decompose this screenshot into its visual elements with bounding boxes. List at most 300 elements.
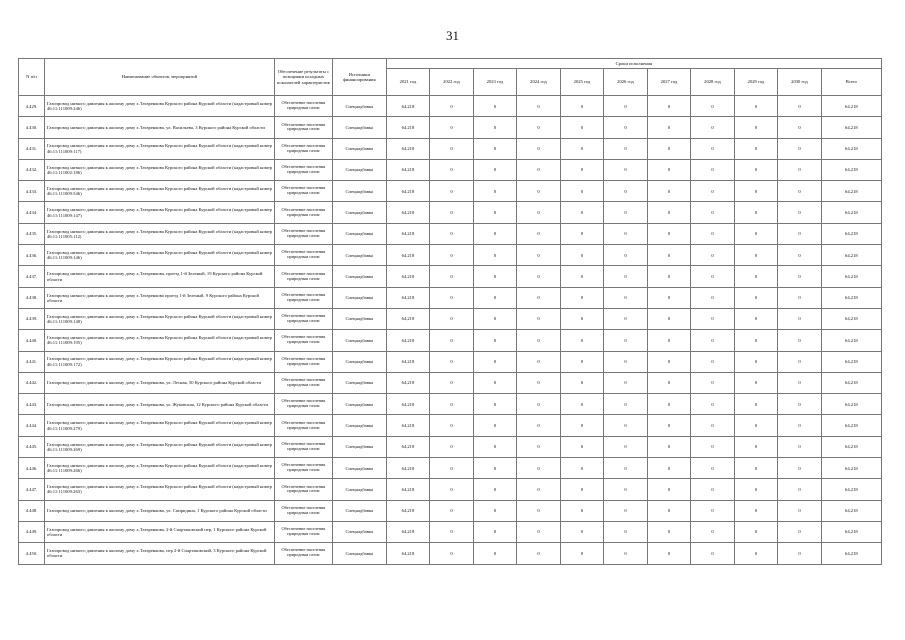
header-year: 2030 год: [778, 69, 822, 96]
row-year-value: 0: [647, 394, 691, 415]
row-total: 64,218: [821, 330, 881, 351]
row-year-value: 0: [647, 266, 691, 287]
header-source: Источники финансирования: [332, 59, 386, 96]
row-year-value: 0: [560, 330, 604, 351]
row-year-value: 0: [778, 287, 822, 308]
row-name: Газопровод низкого давления к жилому дому х.Татаренкова, ул. Жуковская, 12 Курского района Курской области: [44, 394, 274, 415]
row-name: Газопровод низкого давления к жилому дому х.Татаренкова Курского района Курской области (кадастровый номер 46:11:111009:266): [44, 458, 274, 479]
row-year-value: 0: [430, 96, 474, 117]
row-year-value: 0: [647, 330, 691, 351]
row-name: Газопровод низкого давления к жилому дому х.Татаренкова Курского района Курской области (кадастровый номер 46:11:111009:195): [44, 330, 274, 351]
table-row: [19, 436, 882, 457]
row-year-value: 0: [647, 308, 691, 329]
table-row: [19, 543, 882, 564]
row-year-value: 0: [734, 138, 778, 159]
row-year-value: 0: [473, 372, 517, 393]
table-row: [19, 521, 882, 542]
row-year-value: 0: [517, 351, 561, 372]
header-year: 2029 год: [734, 69, 778, 96]
row-year-value: 0: [647, 415, 691, 436]
row-year-value: 0: [778, 266, 822, 287]
row-year-value: 0: [778, 479, 822, 500]
row-year-value: 0: [691, 287, 735, 308]
row-year-value: 0: [604, 308, 648, 329]
row-year-value: 0: [560, 351, 604, 372]
row-year-value: 64,218: [386, 543, 430, 564]
row-year-value: 0: [430, 287, 474, 308]
row-year-value: 0: [517, 330, 561, 351]
row-number: 4.448.: [19, 500, 45, 521]
row-source: Спецнадбавка: [332, 287, 386, 308]
row-year-value: 0: [517, 159, 561, 180]
row-name: Газопровод низкого давления к жилому дому х.Татаренкова, 2-й Спартаковский пер, 1 Курского района Курской области: [44, 521, 274, 542]
row-year-value: 0: [734, 500, 778, 521]
row-year-value: 0: [691, 394, 735, 415]
row-source: Спецнадбавка: [332, 500, 386, 521]
row-year-value: 0: [430, 458, 474, 479]
row-year-value: 0: [560, 436, 604, 457]
row-number: 4.434.: [19, 202, 45, 223]
row-year-value: 0: [560, 308, 604, 329]
row-source: Спецнадбавка: [332, 96, 386, 117]
row-year-value: 0: [734, 351, 778, 372]
row-year-value: 0: [778, 223, 822, 244]
row-source: Спецнадбавка: [332, 543, 386, 564]
row-year-value: 0: [691, 415, 735, 436]
row-purpose: Обеспечение населения природным газом: [274, 543, 332, 564]
header-number: N п/п: [19, 59, 45, 96]
row-year-value: 0: [691, 500, 735, 521]
row-purpose: Обеспечение населения природным газом: [274, 330, 332, 351]
table-row: [19, 415, 882, 436]
row-year-value: 0: [560, 458, 604, 479]
row-year-value: 0: [517, 117, 561, 138]
row-year-value: 0: [734, 308, 778, 329]
row-year-value: 0: [691, 351, 735, 372]
row-year-value: 0: [517, 245, 561, 266]
row-year-value: 0: [430, 308, 474, 329]
row-year-value: 0: [734, 372, 778, 393]
row-year-value: 0: [560, 415, 604, 436]
row-year-value: 0: [473, 245, 517, 266]
page-number: 31: [446, 28, 459, 43]
row-year-value: 0: [604, 202, 648, 223]
row-source: Спецнадбавка: [332, 202, 386, 223]
row-year-value: 0: [517, 500, 561, 521]
row-year-value: 0: [778, 372, 822, 393]
row-purpose: Обеспечение населения природным газом: [274, 287, 332, 308]
row-year-value: 64,218: [386, 394, 430, 415]
row-name: Газопровод низкого давления к жилому дому х.Татаренкова, ул. Спиридина, 1 Курского района Курской области: [44, 500, 274, 521]
row-year-value: 64,218: [386, 117, 430, 138]
table-row: [19, 96, 882, 117]
row-year-value: 0: [691, 458, 735, 479]
row-source: Спецнадбавка: [332, 436, 386, 457]
row-year-value: 0: [734, 266, 778, 287]
row-year-value: 0: [517, 521, 561, 542]
table-row: [19, 287, 882, 308]
row-total: 64,218: [821, 202, 881, 223]
row-purpose: Обеспечение населения природным газом: [274, 500, 332, 521]
row-year-value: 0: [647, 96, 691, 117]
row-year-value: 0: [473, 415, 517, 436]
row-name: Газопровод низкого давления к жилому дому х.Татаренкова Курского района Курской области (кадастровый номер 46:11:111009:146): [44, 245, 274, 266]
row-year-value: 0: [517, 543, 561, 564]
row-total: 64,218: [821, 458, 881, 479]
row-number: 4.449.: [19, 521, 45, 542]
row-year-value: 0: [734, 117, 778, 138]
row-year-value: 64,218: [386, 266, 430, 287]
row-source: Спецнадбавка: [332, 266, 386, 287]
table-row: [19, 500, 882, 521]
row-year-value: 0: [560, 245, 604, 266]
row-year-value: 0: [604, 543, 648, 564]
row-year-value: 0: [647, 159, 691, 180]
row-year-value: 0: [778, 138, 822, 159]
table-row: [19, 159, 882, 180]
row-year-value: 0: [430, 202, 474, 223]
row-year-value: 0: [604, 479, 648, 500]
row-year-value: 0: [560, 287, 604, 308]
row-name: Газопровод низкого давления к жилому дому х.Татаренкова Курского района Курской области (кадастровый номер 46:11:111009:279): [44, 415, 274, 436]
row-total: 64,218: [821, 223, 881, 244]
row-year-value: 0: [647, 521, 691, 542]
row-total: 64,218: [821, 521, 881, 542]
row-year-value: 0: [734, 159, 778, 180]
row-year-value: 0: [473, 202, 517, 223]
table-row: [19, 308, 882, 329]
row-year-value: 0: [473, 543, 517, 564]
row-year-value: 0: [560, 117, 604, 138]
row-year-value: 0: [430, 521, 474, 542]
row-year-value: 0: [430, 223, 474, 244]
table-row: [19, 223, 882, 244]
table-row: [19, 266, 882, 287]
row-purpose: Обеспечение населения природным газом: [274, 415, 332, 436]
row-year-value: 0: [473, 436, 517, 457]
row-year-value: 64,218: [386, 458, 430, 479]
row-number: 4.444.: [19, 415, 45, 436]
row-year-value: 0: [560, 138, 604, 159]
row-total: 64,218: [821, 351, 881, 372]
row-year-value: 0: [778, 330, 822, 351]
row-year-value: 0: [430, 543, 474, 564]
row-year-value: 64,218: [386, 521, 430, 542]
row-source: Спецнадбавка: [332, 330, 386, 351]
row-year-value: 0: [691, 181, 735, 202]
row-year-value: 0: [560, 202, 604, 223]
row-year-value: 0: [778, 351, 822, 372]
row-year-value: 64,218: [386, 181, 430, 202]
row-total: 64,218: [821, 372, 881, 393]
row-year-value: 0: [604, 287, 648, 308]
row-source: Спецнадбавка: [332, 308, 386, 329]
row-year-value: 0: [734, 543, 778, 564]
row-year-value: 64,218: [386, 372, 430, 393]
row-purpose: Обеспечение населения природным газом: [274, 181, 332, 202]
header-year: 2021 год: [386, 69, 430, 96]
row-year-value: 64,218: [386, 287, 430, 308]
row-year-value: 0: [473, 458, 517, 479]
header-name: Наименование объектов, мероприятий: [44, 59, 274, 96]
row-number: 4.435.: [19, 223, 45, 244]
row-year-value: 0: [778, 458, 822, 479]
row-year-value: 0: [734, 458, 778, 479]
row-year-value: 0: [604, 415, 648, 436]
row-year-value: 0: [647, 372, 691, 393]
row-name: Газопровод низкого давления к жилому дому х.Татаренкова, проезд 1-й Зеленый, 19 Курского района Курской области: [44, 266, 274, 287]
row-source: Спецнадбавка: [332, 245, 386, 266]
row-year-value: 0: [473, 138, 517, 159]
row-purpose: Обеспечение населения природным газом: [274, 202, 332, 223]
table-row: [19, 181, 882, 202]
row-purpose: Обеспечение населения природным газом: [274, 372, 332, 393]
header-year: 2023 год: [473, 69, 517, 96]
row-name: Газопровод низкого давления к жилому дому х.Татаренкова, ул. Васильева, 3 Курского района Курской области: [44, 117, 274, 138]
row-year-value: 64,218: [386, 96, 430, 117]
row-year-value: 0: [517, 372, 561, 393]
row-year-value: 0: [473, 351, 517, 372]
row-name: Газопровод низкого давления к жилому дому х.Татаренкова Курского района Курской области (кадастровый номер 46:11:111009:269): [44, 436, 274, 457]
table-row: [19, 372, 882, 393]
row-number: 4.445.: [19, 436, 45, 457]
row-number: 4.433.: [19, 181, 45, 202]
row-number: 4.441.: [19, 351, 45, 372]
row-year-value: 0: [691, 96, 735, 117]
row-source: Спецнадбавка: [332, 372, 386, 393]
row-year-value: 0: [517, 96, 561, 117]
row-total: 64,218: [821, 394, 881, 415]
row-year-value: 0: [778, 543, 822, 564]
row-year-value: 0: [604, 96, 648, 117]
row-year-value: 0: [691, 436, 735, 457]
row-year-value: 0: [778, 415, 822, 436]
row-year-value: 0: [691, 138, 735, 159]
row-year-value: 0: [517, 308, 561, 329]
row-year-value: 0: [691, 117, 735, 138]
row-year-value: 0: [560, 223, 604, 244]
row-name: Газопровод низкого давления к жилому дому х.Татаренкова, ул. Лесная, 50 Курского района Курской области: [44, 372, 274, 393]
row-year-value: 0: [647, 181, 691, 202]
row-purpose: Обеспечение населения природным газом: [274, 458, 332, 479]
row-number: 4.442.: [19, 372, 45, 393]
header-year: 2025 год: [560, 69, 604, 96]
row-year-value: 0: [430, 159, 474, 180]
row-year-value: 0: [647, 500, 691, 521]
row-year-value: 64,218: [386, 159, 430, 180]
row-year-value: 0: [604, 330, 648, 351]
table-row: [19, 138, 882, 159]
table-row: [19, 330, 882, 351]
row-year-value: 0: [734, 394, 778, 415]
header-period-group: Сроки исполнения: [386, 59, 881, 69]
row-total: 64,218: [821, 245, 881, 266]
row-year-value: 0: [734, 202, 778, 223]
row-number: 4.430.: [19, 117, 45, 138]
row-year-value: 0: [734, 479, 778, 500]
row-total: 64,218: [821, 415, 881, 436]
row-year-value: 0: [647, 436, 691, 457]
row-total: 64,218: [821, 159, 881, 180]
row-year-value: 0: [517, 287, 561, 308]
row-year-value: 0: [517, 458, 561, 479]
table-row: [19, 394, 882, 415]
row-year-value: 0: [560, 521, 604, 542]
row-year-value: 0: [691, 245, 735, 266]
row-total: 64,218: [821, 138, 881, 159]
row-year-value: 0: [560, 543, 604, 564]
row-year-value: 0: [560, 266, 604, 287]
row-year-value: 0: [647, 479, 691, 500]
row-year-value: 0: [473, 521, 517, 542]
row-year-value: 0: [691, 330, 735, 351]
row-source: Спецнадбавка: [332, 479, 386, 500]
row-year-value: 0: [430, 117, 474, 138]
row-purpose: Обеспечение населения природным газом: [274, 436, 332, 457]
row-total: 64,218: [821, 287, 881, 308]
row-year-value: 0: [604, 245, 648, 266]
header-total: Всего: [821, 69, 881, 96]
row-year-value: 0: [430, 351, 474, 372]
program-table: [18, 58, 882, 565]
row-year-value: 0: [647, 543, 691, 564]
header-year: 2026 год: [604, 69, 648, 96]
row-year-value: 0: [430, 394, 474, 415]
row-year-value: 0: [473, 394, 517, 415]
row-purpose: Обеспечение населения природным газом: [274, 351, 332, 372]
row-year-value: 0: [647, 245, 691, 266]
table-row: [19, 202, 882, 223]
row-number: 4.432.: [19, 159, 45, 180]
row-number: 4.440.: [19, 330, 45, 351]
row-year-value: 0: [778, 394, 822, 415]
row-year-value: 0: [604, 181, 648, 202]
row-year-value: 0: [691, 223, 735, 244]
row-year-value: 0: [734, 330, 778, 351]
row-year-value: 0: [604, 436, 648, 457]
row-year-value: 0: [430, 330, 474, 351]
row-year-value: 0: [517, 479, 561, 500]
row-year-value: 0: [604, 159, 648, 180]
row-year-value: 64,218: [386, 138, 430, 159]
row-year-value: 0: [604, 117, 648, 138]
row-year-value: 0: [560, 394, 604, 415]
row-year-value: 0: [517, 138, 561, 159]
row-year-value: 0: [734, 287, 778, 308]
row-purpose: Обеспечение населения природным газом: [274, 308, 332, 329]
row-year-value: 0: [647, 117, 691, 138]
row-source: Спецнадбавка: [332, 181, 386, 202]
row-year-value: 0: [560, 181, 604, 202]
row-year-value: 0: [647, 351, 691, 372]
row-year-value: 0: [734, 521, 778, 542]
row-year-value: 64,218: [386, 479, 430, 500]
row-name: Газопровод низкого давления к жилому дому х.Татаренкова Курского района Курской области (кадастровый номер 46:11:111009:546): [44, 181, 274, 202]
row-purpose: Обеспечение населения природным газом: [274, 96, 332, 117]
row-year-value: 0: [778, 245, 822, 266]
row-year-value: 0: [473, 308, 517, 329]
row-year-value: 0: [517, 181, 561, 202]
row-name: Газопровод низкого давления к жилому дому х.Татаренкова Курского района Курской области (кадастровый номер 46:11:111009:263): [44, 479, 274, 500]
row-purpose: Обеспечение населения природным газом: [274, 521, 332, 542]
row-year-value: 64,218: [386, 330, 430, 351]
table-header: [19, 59, 882, 96]
row-year-value: 0: [691, 202, 735, 223]
row-number: 4.429.: [19, 96, 45, 117]
row-source: Спецнадбавка: [332, 159, 386, 180]
row-total: 64,218: [821, 181, 881, 202]
row-number: 4.443.: [19, 394, 45, 415]
row-year-value: 0: [473, 159, 517, 180]
row-year-value: 64,218: [386, 351, 430, 372]
row-year-value: 0: [691, 308, 735, 329]
row-year-value: 64,218: [386, 500, 430, 521]
table-row: [19, 351, 882, 372]
row-year-value: 0: [604, 394, 648, 415]
row-year-value: 0: [604, 500, 648, 521]
row-year-value: 0: [430, 266, 474, 287]
row-purpose: Обеспечение населения природным газом: [274, 159, 332, 180]
row-year-value: 0: [778, 500, 822, 521]
row-year-value: 0: [473, 266, 517, 287]
row-year-value: 0: [430, 181, 474, 202]
row-year-value: 0: [473, 181, 517, 202]
row-year-value: 0: [473, 479, 517, 500]
row-number: 4.446.: [19, 458, 45, 479]
row-purpose: Обеспечение населения природным газом: [274, 223, 332, 244]
row-year-value: 0: [430, 372, 474, 393]
table-row: [19, 479, 882, 500]
row-year-value: 0: [430, 436, 474, 457]
row-year-value: 0: [473, 287, 517, 308]
table-row: [19, 458, 882, 479]
row-number: 4.436.: [19, 245, 45, 266]
row-year-value: 0: [604, 521, 648, 542]
row-purpose: Обеспечение населения природным газом: [274, 245, 332, 266]
row-year-value: 0: [473, 117, 517, 138]
row-year-value: 0: [430, 479, 474, 500]
header-year: 2024 год: [517, 69, 561, 96]
table-row: [19, 117, 882, 138]
row-year-value: 0: [647, 458, 691, 479]
row-year-value: 0: [517, 202, 561, 223]
row-total: 64,218: [821, 308, 881, 329]
row-number: 4.438.: [19, 287, 45, 308]
row-year-value: 0: [691, 266, 735, 287]
row-purpose: Обеспечение населения природным газом: [274, 394, 332, 415]
row-year-value: 0: [691, 372, 735, 393]
row-year-value: 0: [430, 138, 474, 159]
row-year-value: 64,218: [386, 415, 430, 436]
row-year-value: 0: [778, 436, 822, 457]
row-year-value: 0: [647, 138, 691, 159]
row-year-value: 0: [560, 500, 604, 521]
row-year-value: 0: [647, 287, 691, 308]
row-year-value: 0: [734, 415, 778, 436]
row-source: Спецнадбавка: [332, 415, 386, 436]
row-year-value: 0: [691, 159, 735, 180]
row-number: 4.431.: [19, 138, 45, 159]
row-number: 4.439.: [19, 308, 45, 329]
row-source: Спецнадбавка: [332, 521, 386, 542]
row-year-value: 0: [604, 372, 648, 393]
row-year-value: 0: [517, 415, 561, 436]
row-year-value: 0: [473, 96, 517, 117]
row-year-value: 0: [604, 223, 648, 244]
row-year-value: 0: [604, 351, 648, 372]
row-total: 64,218: [821, 479, 881, 500]
row-name: Газопровод низкого давления к жилому дому х.Татаренкова Курского района Курской области (кадастровый номер 46:11:111009:246): [44, 96, 274, 117]
